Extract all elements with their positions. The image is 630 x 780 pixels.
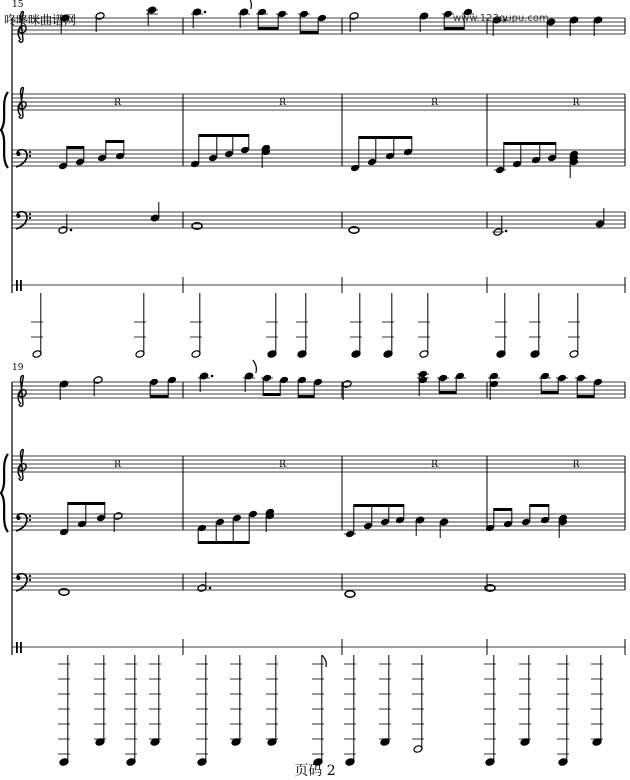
beamed-notes [190, 134, 250, 168]
beamed-notes [521, 504, 550, 526]
percussion-note [557, 655, 569, 766]
beam [444, 27, 464, 30]
beam [106, 140, 124, 143]
chord [261, 144, 271, 168]
beamed-notes [261, 374, 289, 396]
percussion-clef-icon [16, 642, 22, 653]
note-flag [253, 360, 257, 373]
dot [70, 229, 73, 232]
beamed-notes [437, 372, 466, 394]
bass-staff [12, 574, 625, 590]
beam [359, 136, 412, 139]
note-flag [322, 655, 327, 667]
dot [204, 11, 207, 14]
percussion-note [529, 293, 541, 358]
percussion-note [125, 655, 137, 766]
percussion-note [149, 655, 161, 746]
treble-clef-icon [18, 88, 26, 119]
beam [504, 142, 556, 145]
whole-note [345, 591, 355, 597]
chord [417, 370, 429, 396]
measure-number-19: 19 [12, 363, 24, 373]
percussion-note [350, 293, 362, 358]
beam [263, 393, 280, 396]
beam [67, 146, 84, 149]
note [238, 0, 251, 28]
measure-number-15: 15 [12, 0, 24, 10]
beamed-notes [197, 510, 258, 544]
piano-right-staff [12, 94, 625, 110]
beamed-notes [97, 140, 125, 162]
whole-measure-rest: R [114, 98, 121, 108]
beam [298, 395, 314, 398]
beam [258, 27, 278, 30]
watermark-site-name: 咚咚咪曲谱网 [4, 13, 77, 27]
perc-bar [16, 280, 18, 291]
watermark-site-url: www.123qupu.com [453, 13, 549, 24]
bass-staff [12, 212, 625, 228]
beam [300, 31, 318, 34]
beam [198, 541, 249, 544]
whole-measure-rest: R [431, 460, 438, 470]
bass-clef-dot [29, 217, 31, 219]
percussion-note [344, 655, 356, 766]
note [439, 518, 449, 538]
whole-measure-rest: R [279, 460, 286, 470]
dot [211, 375, 214, 378]
percussion-note [190, 293, 202, 358]
percussion-note [58, 655, 70, 766]
percussion-note [296, 293, 308, 358]
piano-brace-icon [1, 454, 8, 532]
dot [505, 230, 508, 233]
beamed-notes [149, 376, 177, 398]
whole-measure-rest: R [114, 460, 121, 470]
percussion-note [495, 293, 507, 358]
percussion-note [31, 293, 43, 358]
bass-clef-dot [29, 515, 31, 517]
chord [569, 150, 579, 178]
beam [530, 504, 549, 507]
treble-clef-icon [18, 376, 26, 407]
percussion-note [382, 293, 394, 358]
treble-clef-icon [18, 450, 26, 481]
percussion-note [591, 655, 603, 746]
percussion-note [230, 655, 242, 746]
percussion-note [312, 655, 324, 766]
bass-clef-dot [29, 151, 31, 153]
page-number: 页码 2 [294, 763, 336, 779]
bass-clef-dot [29, 155, 31, 157]
bass-clef-dot [29, 579, 31, 581]
percussion-note [379, 655, 391, 746]
perc-bar [20, 280, 22, 291]
percussion-note [418, 293, 430, 358]
percussion-note [412, 655, 424, 753]
percussion-clef-icon [16, 280, 22, 291]
beamed-notes [344, 504, 405, 538]
beamed-notes [256, 8, 288, 30]
whole-measure-rest: R [572, 98, 580, 108]
percussion-note [519, 655, 531, 746]
percussion-note [134, 293, 146, 358]
bass-clef-dot [29, 519, 31, 521]
percussion-note [266, 293, 278, 358]
perc-bar [16, 642, 18, 653]
beam [494, 508, 512, 511]
beamed-notes [297, 376, 323, 398]
beam [68, 502, 105, 505]
chord [265, 508, 275, 532]
beam [541, 391, 558, 394]
bass-clef-dot [29, 575, 31, 577]
treble-clef-path [18, 88, 26, 119]
perc-bar [20, 642, 22, 653]
beamed-notes [59, 502, 106, 536]
note [243, 360, 256, 392]
piano-brace-icon [1, 92, 8, 168]
beam [150, 395, 168, 398]
treble-clef-path [18, 376, 26, 407]
beam [577, 395, 594, 398]
bass-clef-dot [29, 213, 31, 215]
whole-measure-rest: R [431, 98, 438, 108]
percussion-note [94, 655, 106, 746]
percussion-note [484, 655, 496, 766]
percussion-note [568, 293, 580, 358]
treble-clef-path [18, 450, 26, 481]
piano-right-staff [12, 456, 625, 472]
percussion-note [196, 655, 208, 766]
note [146, 6, 158, 26]
beamed-notes [539, 372, 568, 394]
note-flag [248, 0, 252, 9]
beamed-notes [485, 508, 513, 532]
whole-measure-rest: R [279, 98, 286, 108]
whole-measure-rest: R [572, 460, 580, 470]
note [595, 208, 605, 228]
note [492, 216, 507, 236]
beam [199, 134, 249, 137]
dot [209, 587, 212, 590]
beam [354, 504, 404, 507]
percussion-note [266, 655, 278, 746]
beam [439, 391, 456, 394]
